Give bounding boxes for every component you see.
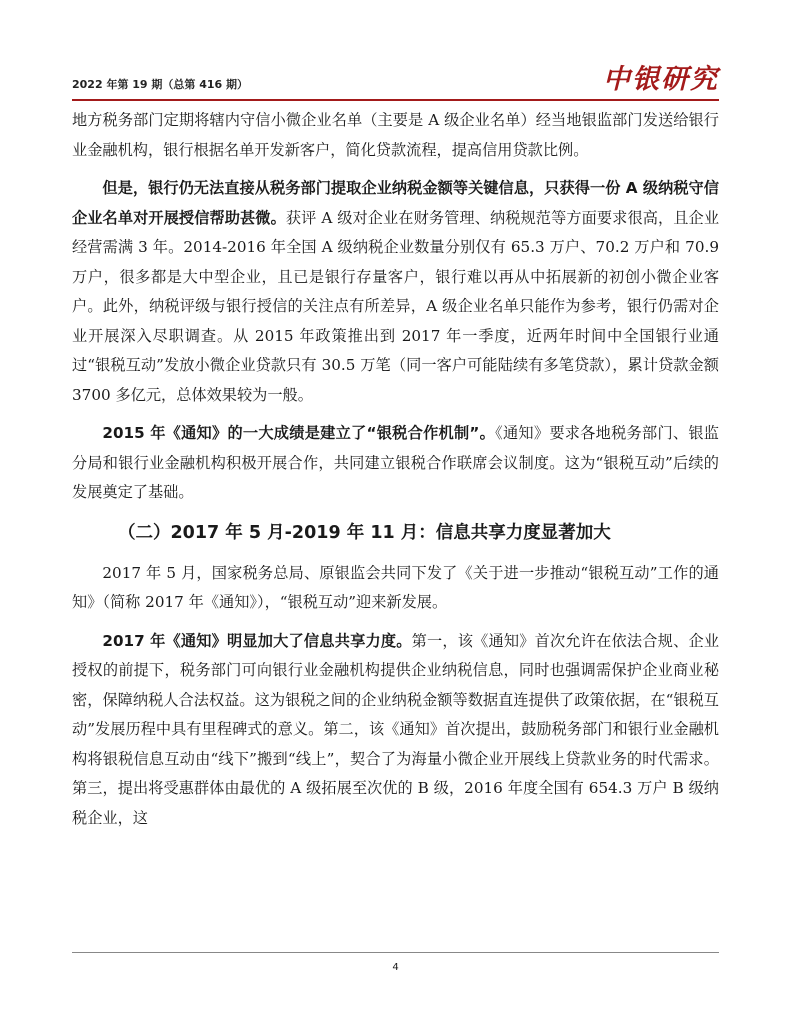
paragraph-1 [72, 106, 719, 165]
paragraph-4 [72, 559, 719, 618]
paragraph-2-bold: 但是，银行仍无法直接从税务部门提取企业纳税金额等关键信息，只获得一份 A 级纳税守信企业名单对开展授信帮助甚微。 [72, 179, 719, 227]
paragraph-1-text: 地方税务部门定期将辖内守信小微企业名单（主要是 A 级企业名单）经当地银监部门发送给银行业金融机构，银行根据名单开发新客户，简化贷款流程，提高信用贷款比例。 [72, 111, 719, 159]
paragraph-4-text: 2017 年 5 月，国家税务总局、原银监会共同下发了《关于进一步推动“银税互动”工作的通知》（简称 2017 年《通知》），“银税互动”迎来新发展。 [72, 563, 719, 611]
header-divider [72, 99, 719, 101]
section-heading: （二）2017 年 5 月-2019 年 11 月：信息共享力度显著加大 [118, 522, 611, 543]
page-header [72, 56, 719, 100]
paragraph-5-text: 第一，该《通知》首次允许在依法合规、企业授权的前提下，税务部门可向银行业金融机构提供企业纳税信息，同时也强调需保护企业商业秘密，保障纳税人合法权益。这为银税之间的企业纳税金额等数据直连提供了政策依据，在“银税互动”发展历程中具有里程碑式的意义。第二，该《通知》首次提出，鼓励税务部门和银行业金融机构将银税信息互动由“线下”搬到“线上”，契合了为海量小微企业开展线上贷款业务的时代需求。第三，提出将受惠群体由最优的 A 级拓展至次优的 B 级，2016 年度全国有 654.3 万户 B 级纳税企业，这 [72, 631, 720, 827]
paragraph-2-text: 获评 A 级对企业在财务管理、纳税规范等方面要求很高，且企业经营需满 3 年。2014-2016 年全国 A 级纳税企业数量分别仅有 65.3 万户、70.2 万户和 70.9 万户，很多都是大中型企业，且已是银行存量客户，银行难以再从中拓展新的初创小微企业客户。此外，纳税评级与银行授信的关注点有所差异，A 级企业名单只能作为参考，银行仍需对企业开展深入尽职调查。从 2015 年政策推出到 2017 年一季度，近两年时间中全国银行业通过“银税互动”发放小微企业贷款只有 30.5 万笔（同一客户可能陆续有多笔贷款），累计贷款金额 3700 多亿元，总体效果较为一般。 [72, 208, 720, 404]
paragraph-3-text: 《通知》要求各地税务部门、银监分局和银行业金融机构积极开展合作，共同建立银税合作联席会议制度。这为“银税互动”后续的发展奠定了基础。 [72, 424, 719, 501]
footer-divider [72, 952, 719, 953]
paragraph-5 [72, 627, 719, 834]
article-body [72, 106, 719, 842]
paragraph-3-bold: 2015 年《通知》的一大成绩是建立了“银税合作机制”。 [102, 424, 496, 442]
issue-label: 2022 年第 19 期（总第 416 期） [72, 78, 249, 91]
page-number: 4 [392, 962, 399, 973]
paragraph-2 [72, 174, 719, 410]
paragraph-3 [72, 419, 719, 508]
paragraph-5-bold: 2017 年《通知》明显加大了信息共享力度。 [102, 631, 412, 650]
bank-research-logo: 中银研究 [603, 64, 719, 95]
